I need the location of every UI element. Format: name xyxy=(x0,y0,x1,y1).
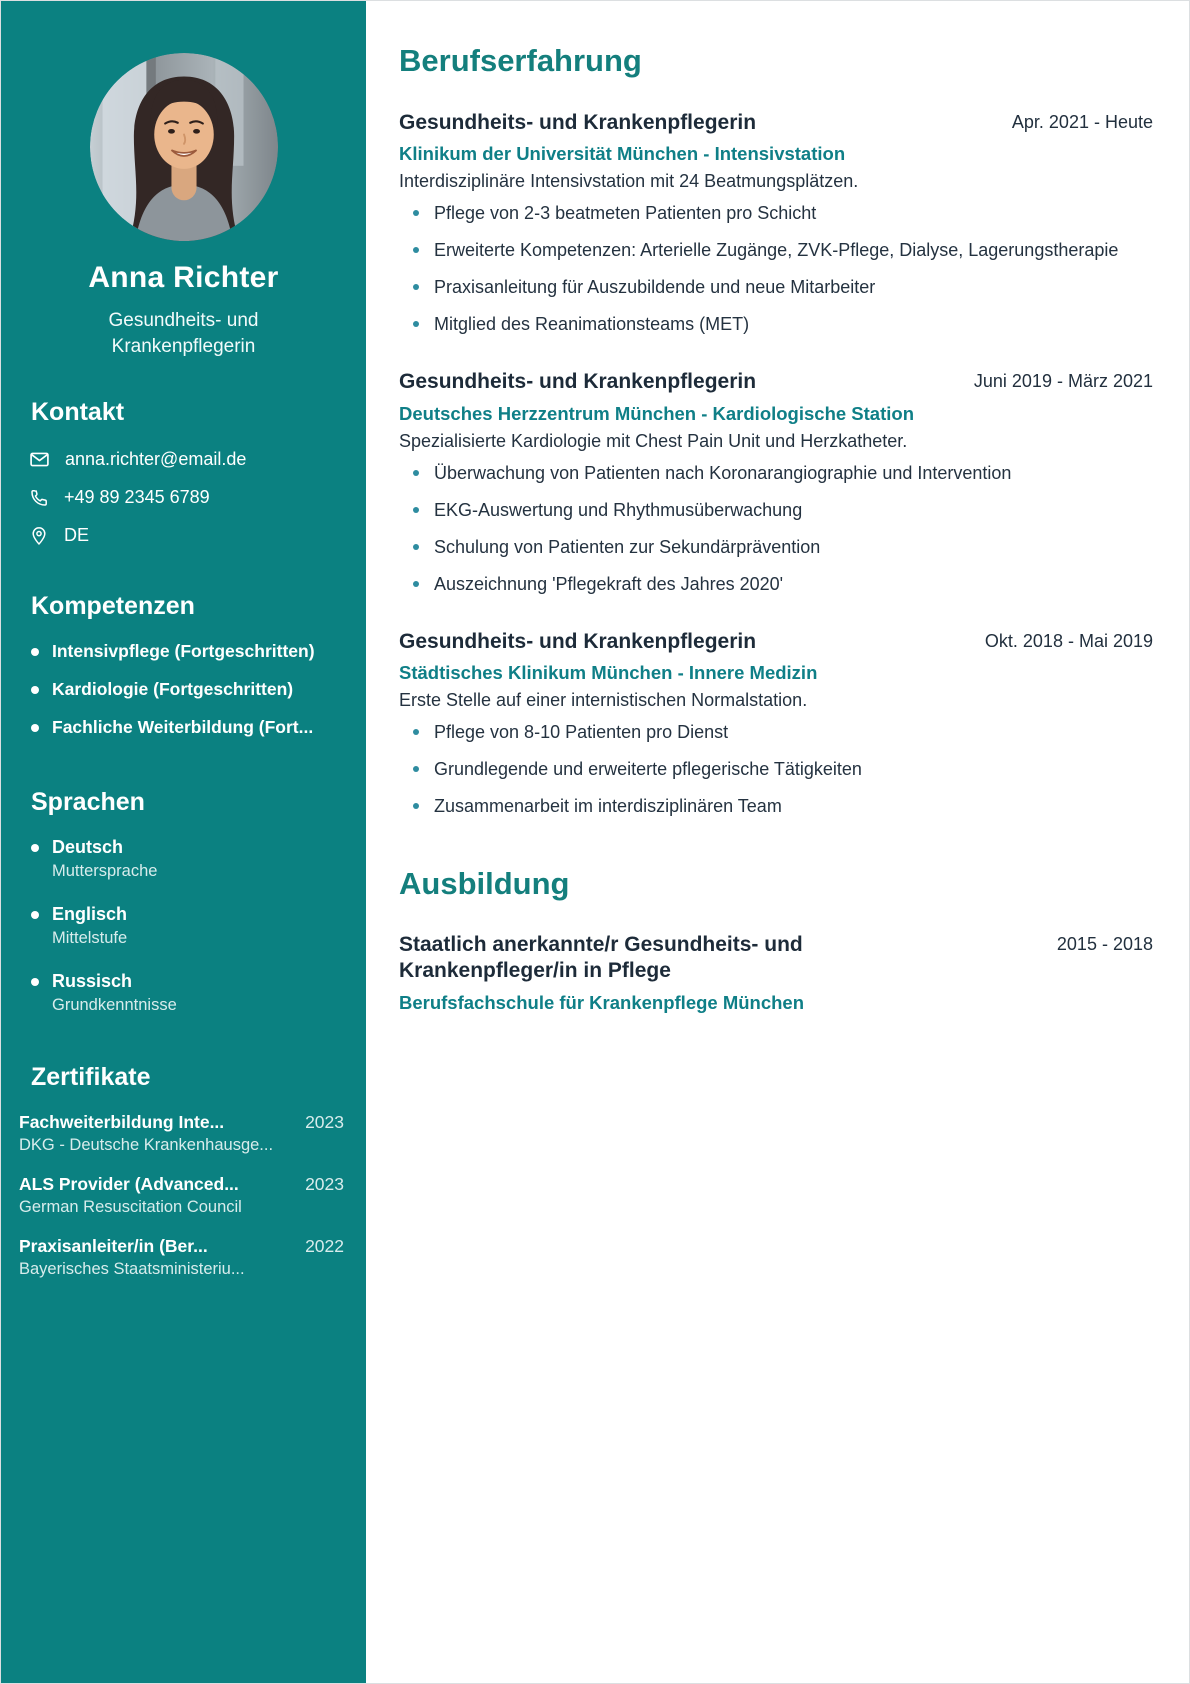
certificate-title: Fachweiterbildung Inte... xyxy=(19,1112,225,1133)
job-bullet xyxy=(413,756,1133,783)
bullet-dot xyxy=(31,724,39,732)
job-bullet xyxy=(413,274,1133,301)
education-entry xyxy=(399,932,1153,1015)
zertifikate-heading: Zertifikate xyxy=(31,1063,151,1092)
language-name: Russisch xyxy=(52,971,133,992)
job-bullet-list xyxy=(399,200,1153,338)
contact-phone-text: +49 89 2345 6789 xyxy=(64,487,210,508)
bullet-dot xyxy=(413,247,419,253)
bullet-text: Grundlegende und erweiterte pflegerische Tätigkeiten xyxy=(434,758,862,779)
contact-phone xyxy=(1,487,366,508)
location-pin-icon xyxy=(29,526,49,546)
bullet-dot xyxy=(413,803,419,809)
job-title: Gesundheits- und Krankenpflegerin xyxy=(399,370,757,394)
job-description: Erste Stelle auf einer internistischen Normalstation. xyxy=(399,689,808,710)
job-title: Gesundheits- und Krankenpflegerin xyxy=(399,111,757,134)
certificate-issuer: Bayerisches Staatsministeriu... xyxy=(19,1260,245,1279)
sidebar xyxy=(1,1,366,1683)
main-content xyxy=(366,1,1189,1683)
certificate-year: 2023 xyxy=(305,1174,344,1195)
job-date: Apr. 2021 - Heute xyxy=(1011,112,1153,132)
bullet-dot xyxy=(31,648,39,656)
bullet-dot xyxy=(413,766,419,772)
experience-heading: Berufserfahrung xyxy=(399,43,642,78)
bullet-dot xyxy=(413,544,419,550)
certificate-list xyxy=(1,1112,366,1279)
education-heading: Ausbildung xyxy=(399,865,570,901)
job-entry xyxy=(399,629,1153,820)
language-item xyxy=(1,904,366,948)
certificate-item xyxy=(1,1174,366,1217)
job-company: Klinikum der Universität München - Intensivstation xyxy=(399,143,846,165)
language-item xyxy=(1,971,366,1015)
bullet-dot xyxy=(413,470,419,476)
bullet-text: Überwachung von Patienten nach Koronarangiographie und Intervention xyxy=(434,462,1012,483)
job-description: Interdisziplinäre Intensivstation mit 24 Beatmungsplätzen. xyxy=(399,171,859,192)
phone-icon xyxy=(29,488,49,508)
bullet-text: Erweiterte Kompetenzen: Arterielle Zugänge, ZVK-Pflege, Dialyse, Lagerungstherapie xyxy=(434,240,1119,261)
bullet-dot xyxy=(413,321,419,327)
bullet-text: Pflege von 2-3 beatmeten Patienten pro Schicht xyxy=(434,203,817,224)
certificate-title: ALS Provider (Advanced... xyxy=(19,1174,239,1195)
skill-item xyxy=(1,641,366,662)
job-description: Spezialisierte Kardiologie mit Chest Pain Unit und Herzkatheter. xyxy=(399,430,908,451)
sprachen-heading: Sprachen xyxy=(31,788,145,817)
language-level: Muttersprache xyxy=(52,862,158,881)
contact-list xyxy=(1,449,366,546)
job-company: Deutsches Herzzentrum München - Kardiologische Station xyxy=(399,402,914,424)
bullet-text: Zusammenarbeit im interdisziplinären Team xyxy=(434,795,782,816)
job-bullet-list xyxy=(399,460,1153,598)
skill-label: Fachliche Weiterbildung (Fort... xyxy=(52,717,314,738)
job-bullet xyxy=(413,571,1133,598)
portrait-photo xyxy=(90,53,278,241)
certificate-year: 2023 xyxy=(305,1112,344,1133)
contact-location-text: DE xyxy=(64,525,90,546)
job-title: Gesundheits- und Krankenpflegerin xyxy=(399,629,757,653)
job-bullet xyxy=(413,200,1133,227)
job-bullet xyxy=(413,237,1133,264)
bullet-text: EKG-Auswertung und Rhythmusüberwachung xyxy=(434,499,803,520)
person-name: Anna Richter xyxy=(88,261,279,294)
certificate-title: Praxisanleiter/in (Ber... xyxy=(19,1236,208,1257)
kompetenzen-heading: Kompetenzen xyxy=(31,592,195,621)
language-name: Deutsch xyxy=(52,837,124,858)
skill-item xyxy=(1,717,366,738)
job-bullet xyxy=(413,534,1133,561)
certificate-year: 2022 xyxy=(305,1236,344,1257)
language-list xyxy=(1,837,366,1015)
job-bullet xyxy=(413,793,1133,820)
skill-label: Kardiologie (Fortgeschritten) xyxy=(52,679,294,700)
bullet-dot xyxy=(413,210,419,216)
bullet-text: Praxisanleitung für Auszubildende und neue Mitarbeiter xyxy=(434,277,876,298)
bullet-dot xyxy=(413,729,419,735)
certificate-issuer: German Resuscitation Council xyxy=(19,1198,242,1217)
education-school: Berufsfachschule für Krankenpflege München xyxy=(399,992,805,1014)
bullet-dot xyxy=(413,581,419,587)
bullet-dot xyxy=(31,911,39,919)
person-job-title: Gesundheits- und Krankenpflegerin xyxy=(108,310,259,358)
language-name: Englisch xyxy=(52,904,128,925)
language-item xyxy=(1,837,366,881)
kontakt-heading: Kontakt xyxy=(31,398,125,427)
job-bullet xyxy=(413,460,1133,487)
bullet-dot xyxy=(413,507,419,513)
job-date: Okt. 2018 - Mai 2019 xyxy=(984,630,1153,651)
job-entry xyxy=(399,110,1153,338)
language-level: Grundkenntnisse xyxy=(52,996,177,1015)
bullet-dot xyxy=(31,978,39,986)
job-company: Städtisches Klinikum München - Innere Medizin xyxy=(399,661,818,683)
bullet-dot xyxy=(31,844,39,852)
certificate-item xyxy=(1,1236,366,1279)
skill-item xyxy=(1,679,366,700)
certificate-item xyxy=(1,1112,366,1155)
certificate-issuer: DKG - Deutsche Krankenhausge... xyxy=(19,1136,274,1155)
bullet-dot xyxy=(31,686,39,694)
bullet-dot xyxy=(413,284,419,290)
job-bullet xyxy=(413,497,1133,524)
envelope-icon xyxy=(29,449,50,470)
job-bullet xyxy=(413,719,1133,746)
skill-list xyxy=(1,641,366,738)
contact-email xyxy=(1,449,366,470)
skill-label: Intensivpflege (Fortgeschritten) xyxy=(52,641,315,662)
language-level: Mittelstufe xyxy=(52,929,128,948)
job-entry xyxy=(399,369,1153,597)
contact-email-text: anna.richter@email.de xyxy=(65,449,247,470)
job-bullet xyxy=(413,311,1133,338)
bullet-text: Mitglied des Reanimationsteams (MET) xyxy=(434,314,750,335)
education-date: 2015 - 2018 xyxy=(1056,933,1153,954)
bullet-text: Pflege von 8-10 Patienten pro Dienst xyxy=(434,721,729,742)
job-bullet-list xyxy=(399,719,1153,820)
education-title: Staatlich anerkannte/r Gesundheits- und Krankenpfleger/in in Pflege xyxy=(399,932,803,982)
contact-location xyxy=(1,525,366,546)
bullet-text: Schulung von Patienten zur Sekundärprävention xyxy=(434,536,821,557)
avatar xyxy=(90,53,278,241)
bullet-text: Auszeichnung 'Pflegekraft des Jahres 2020' xyxy=(434,573,784,594)
job-date: Juni 2019 - März 2021 xyxy=(973,371,1153,392)
